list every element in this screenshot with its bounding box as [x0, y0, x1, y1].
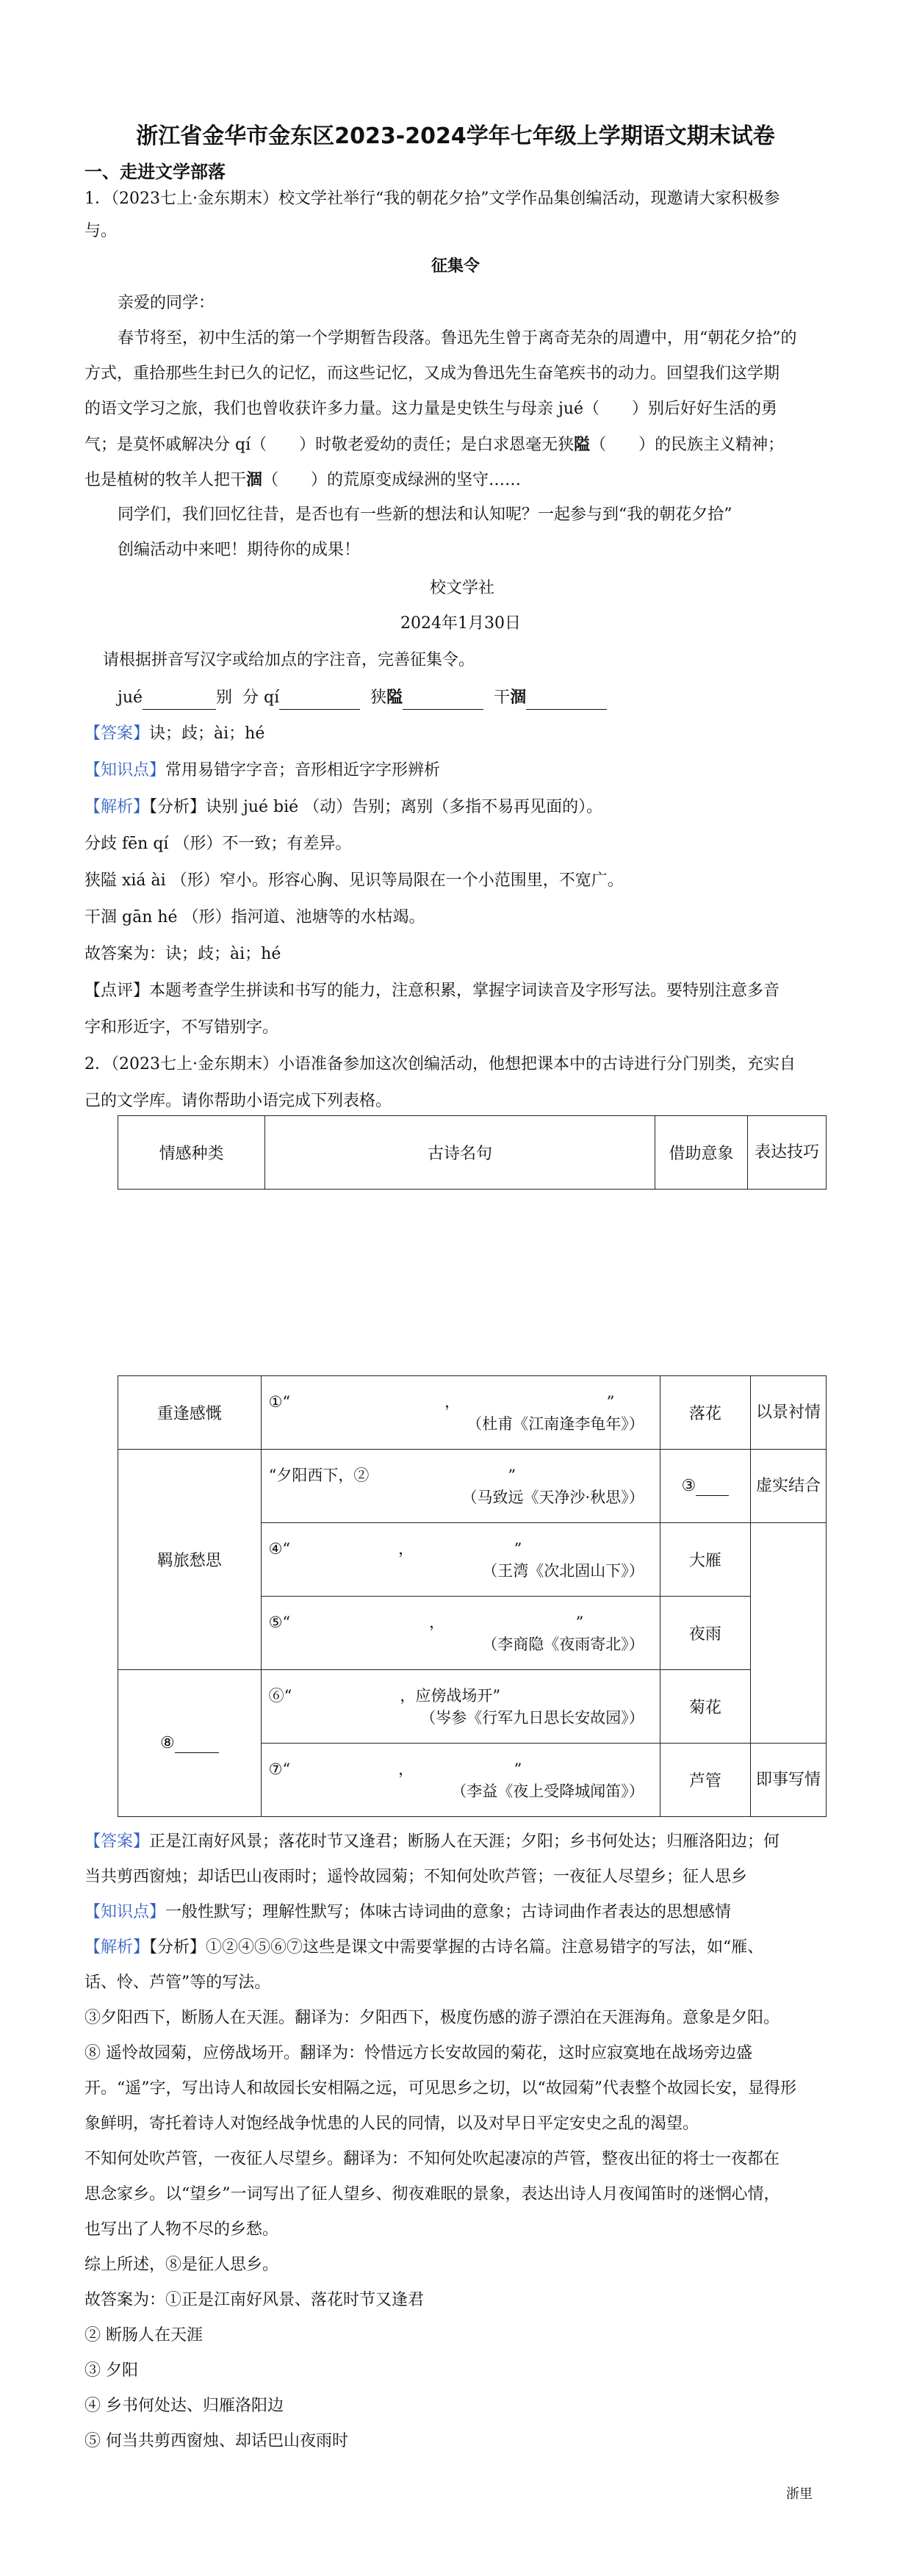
imagery-4: 夜雨 — [660, 1597, 750, 1670]
notice-para2-line1: 同学们，我们回忆往昔，是否也有一些新的想法和认知呢？一起参与到“我的朝花夕拾” — [118, 506, 732, 524]
poem-row-2: “夕阳西下，② ” （马致远《天净沙·秋思》） — [261, 1450, 660, 1523]
q1-comment-line1: 【点评】本题考查学生拼读和书写的能力，注意积累，掌握字词读音及字形写法。要特别注意多音 — [84, 982, 780, 1000]
blank-line[interactable] — [526, 687, 607, 710]
notice-date: 2024年1月30日 — [400, 614, 521, 633]
q2-analysis-line3: ③夕阳西下，断肠人在天涯。翻译为：夕阳西下，极度伤感的游子漂泊在天涯海角。意象是夕阳。 — [84, 2009, 780, 2027]
imagery-3: 大雁 — [660, 1523, 750, 1597]
poem-row-6: ⑦“ ， ” （李益《夜上受降城闻笛》） — [261, 1744, 660, 1817]
section-heading: 一、走进文学部落 — [84, 162, 226, 182]
q1-analysis-line1: 【解析】【分析】诀别 jué bié （动）告别；离别（多指不易再见面的）。 — [84, 798, 603, 816]
q1-answer: 【答案】诀；歧；ài；hé — [84, 724, 265, 743]
q2-analysis-line9: 也写出了人物不尽的乡愁。 — [84, 2220, 279, 2239]
q1-knowledge-point: 【知识点】常用易错字字音；音形相近字字形辨析 — [84, 761, 441, 780]
technique-1: 以景衬情 — [750, 1376, 826, 1450]
q2-final-line2: ③ 夕阳 — [84, 2361, 138, 2380]
poem-row-1: ①“ ， ” （杜甫《江南逢李龟年》） — [261, 1376, 660, 1450]
imagery-2: ③ — [660, 1450, 750, 1523]
poem-table-header — [118, 1115, 827, 1190]
q2-final-line3: ④ 乡书何处达、归雁洛阳边 — [84, 2397, 284, 2415]
technique-2: 虚实结合 — [750, 1450, 826, 1523]
q2-analysis-line6: 象鲜明，寄托着诗人对饱经战争忧患的人民的同情，以及对早日平定安史之乱的渴望。 — [84, 2115, 699, 2133]
technique-empty — [750, 1523, 826, 1744]
blank-line[interactable] — [143, 687, 216, 710]
q1-instruction: 请根据拼音写汉字或给加点的字注音，完善征集令。 — [103, 651, 475, 669]
q1-analysis-line3: 狭隘 xiá ài （形）窄小。形容心胸、见识等局限在一个小范围里，不宽广。 — [84, 871, 624, 890]
notice-signature: 校文学社 — [430, 579, 495, 597]
q1-stem-line1: 1．（2023七上·金东期末）校文学社举行“我的朝花夕拾”文学作品集创编活动，现邀请大家积极参 — [84, 190, 780, 208]
poem-row-5: ⑥“ ，应傍战场开” （岑参《行军九日思长安故园》） — [261, 1670, 660, 1744]
q2-final-line0: 故答案为：①正是江南好风景、落花时节又逢君 — [84, 2291, 425, 2309]
q2-stem-line1: 2．（2023七上·金东期末）小语准备参加这次创编活动，他想把课本中的古诗进行分门别类，充实自 — [84, 1055, 796, 1073]
category-8: ⑧ — [118, 1670, 262, 1817]
header-poem-line: 古诗名句 — [265, 1116, 655, 1190]
q1-comment-line2: 字和形近字，不写错别字。 — [84, 1018, 279, 1037]
doc-title: 浙江省金华市金东区2023-2024学年七年级上学期语文期末试卷 — [136, 123, 775, 149]
blank-line[interactable] — [403, 687, 483, 710]
q1-analysis-line4: 干涸 gān hé （形）指河道、池塘等的水枯竭。 — [84, 908, 425, 927]
blank-line[interactable] — [175, 1734, 219, 1753]
imagery-5: 菊花 — [660, 1670, 750, 1744]
technique-6: 即事写情 — [750, 1744, 826, 1817]
header-emotion: 情感种类 — [118, 1116, 265, 1190]
page-footer: 浙里 — [786, 2486, 813, 2502]
q2-stem-line2: 己的文学库。请你帮助小语完成下列表格。 — [84, 1092, 392, 1110]
q2-analysis-line7: 不知何处吹芦管，一夜征人尽望乡。翻译为：不知何处吹起凄凉的芦管，整夜出征的将士一夜都在 — [84, 2150, 780, 2168]
q1-stem-line2: 与。 — [84, 222, 118, 240]
notice-para1-line1: 春节将至，初中生活的第一个学期暂告段落。鲁迅先生曾于离奇芜杂的周遭中，用“朝花夕拾”的 — [118, 329, 797, 348]
header-imagery: 借助意象 — [655, 1116, 747, 1190]
q2-analysis-line4: ⑧ 遥怜故园菊，应傍战场开。翻译为：怜惜远方长安故园的菊花，这时应寂寞地在战场旁边盛 — [84, 2044, 752, 2062]
notice-para1-line3: 的语文学习之旅，我们也曾收获许多力量。这力量是史铁生与母亲 jué（ ）别后好好生活的勇 — [84, 400, 778, 418]
notice-title: 征集令 — [431, 257, 480, 276]
q1-analysis-line5: 故答案为：诀；歧；ài；hé — [84, 945, 281, 963]
q2-analysis-line10: 综上所述，⑧是征人思乡。 — [84, 2256, 279, 2274]
notice-para2-line2: 创编活动中来吧！期待你的成果！ — [118, 541, 361, 559]
header-technique: 表达技巧 — [748, 1116, 827, 1190]
q2-analysis-line5: 开。“遥”字，写出诗人和故园长安相隔之远，可见思乡之切，以“故园菊”代表整个故园长安，显得形 — [84, 2079, 796, 2098]
q2-knowledge-point: 【知识点】一般性默写；理解性默写；体味古诗词曲的意象；古诗词曲作者表达的思想感情 — [84, 1903, 732, 1921]
q2-final-line4: ⑤ 何当共剪西窗烛、却话巴山夜雨时 — [84, 2432, 348, 2450]
blank-line[interactable] — [279, 687, 360, 710]
category-homesick: 羁旅愁思 — [118, 1450, 262, 1670]
notice-para1-line5: 也是植树的牧羊人把干涸（ ）的荒原变成绿洲的坚守…… — [84, 470, 522, 489]
imagery-6: 芦管 — [660, 1744, 750, 1817]
notice-greeting: 亲爱的同学： — [118, 294, 215, 312]
imagery-1: 落花 — [660, 1376, 750, 1450]
poem-row-3: ④“ ， ” （王湾《次北固山下》） — [261, 1523, 660, 1597]
q2-answer-line2: 当共剪西窗烛；却话巴山夜雨时；遥怜故园菊；不知何处吹芦管；一夜征人尽望乡；征人思乡 — [84, 1868, 748, 1886]
q1-blanks: jué 别 分 qí 狭隘 干涸 — [118, 686, 607, 710]
q2-final-line1: ② 断肠人在天涯 — [84, 2326, 203, 2345]
notice-para1-line2: 方式，重拾那些生封已久的记忆，而这些记忆，又成为鲁迅先生奋笔疾书的动力。回望我们这学期 — [84, 364, 780, 383]
q1-analysis-line2: 分歧 fēn qí （形）不一致；有差异。 — [84, 835, 352, 853]
poem-table — [118, 1375, 827, 1817]
q2-analysis-line8: 思念家乡。以“望乡”一词写出了征人望乡、彻夜难眠的景象，表达出诗人月夜闻笛时的迷惘心情， — [84, 2185, 780, 2203]
notice-para1-line4: 气；是莫怀戚解决分 qí（ ）时敬老爱幼的责任；是白求恩毫无狭隘（ ）的民族主义精神； — [84, 435, 785, 454]
poem-row-4: ⑤“ ， ” （李商隐《夜雨寄北》） — [261, 1597, 660, 1670]
q2-analysis-line1: 【解析】【分析】①②④⑤⑥⑦这些是课文中需要掌握的古诗名篇。注意易错字的写法，如“雁、 — [84, 1938, 764, 1957]
blank-line[interactable] — [696, 1477, 729, 1496]
q2-answer-line1: 【答案】正是江南好风景；落花时节又逢君；断肠人在天涯；夕阳；乡书何处达；归雁洛阳边；何 — [84, 1832, 780, 1851]
category-reunion: 重逢感慨 — [118, 1376, 262, 1450]
q2-analysis-line2: 话、怜、芦管”等的写法。 — [84, 1974, 271, 1992]
